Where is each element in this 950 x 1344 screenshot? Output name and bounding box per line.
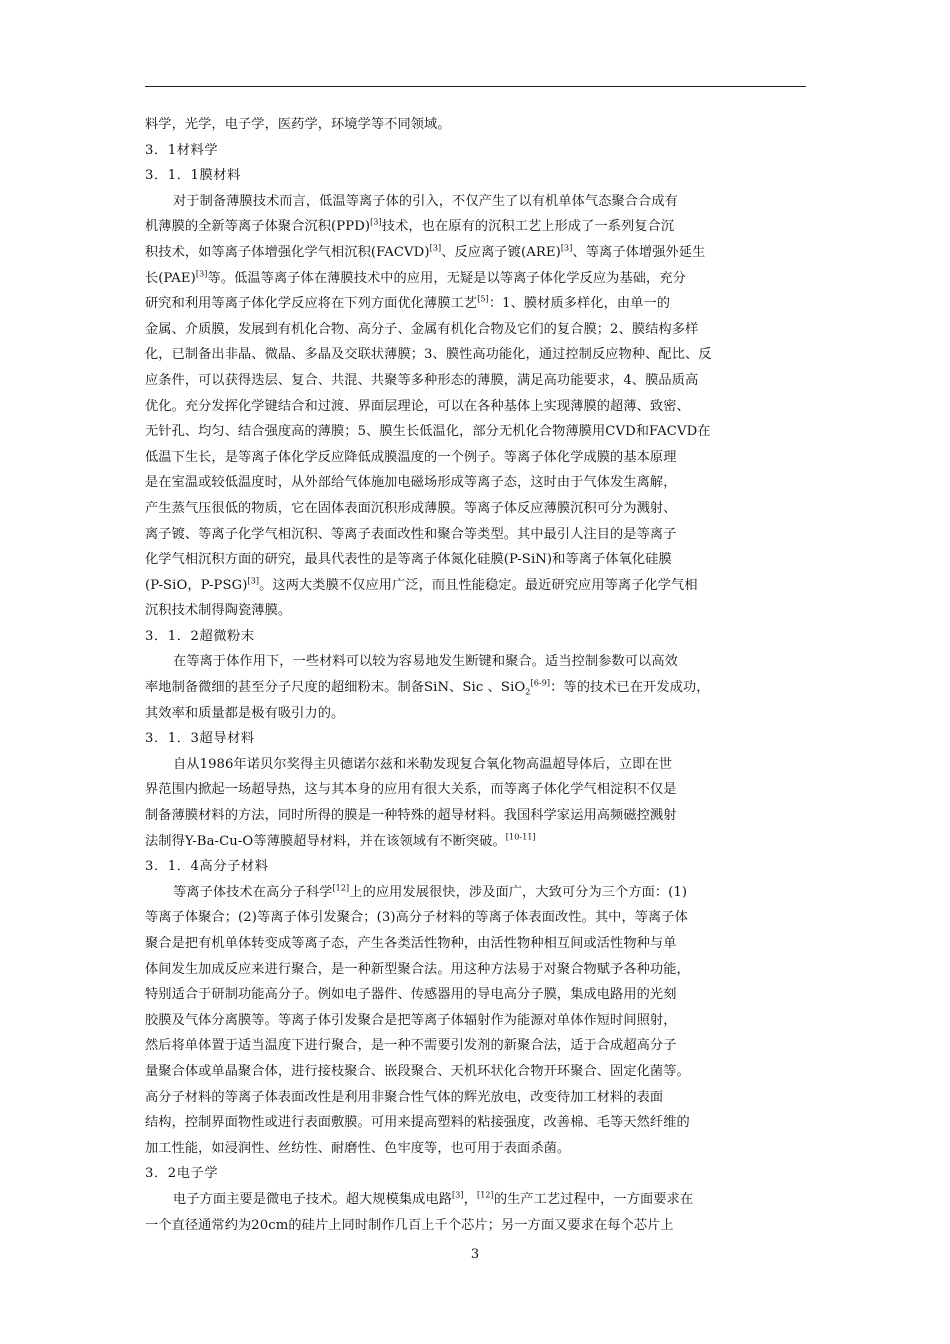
text-line: 在等离于体作用下，一些材料可以较为容易地发生断键和聚合。适当控制参数可以高效: [173, 654, 678, 670]
text-line: 电子方面主要是微电子技术。超大规模集成电路[3]，[12]的生产工艺过程中，一方面要求在: [173, 1190, 694, 1207]
text-line: 一个直径通常约为20cm的硅片上同时制作几百上千个芯片；另一方面又要求在每个芯片上: [145, 1217, 674, 1233]
subsection-heading: 3．1．1膜材料: [145, 168, 241, 184]
text-line: 率地制备微细的甚至分子尺度的超细粉末。制备SiN、Sic 、SiO$_2$[6-9]：等的技术已在开发成功，: [145, 678, 710, 697]
subsection-heading: 3．1．4高分子材料: [145, 859, 269, 875]
text-line: 金属、介质膜，发展到有机化合物、高分子、金属有机化合物及它们的复合膜；2、膜结构多样: [145, 321, 699, 337]
text-line: 体间发生加成反应来进行聚合，是一种新型聚合法。用这种方法易于对聚合物赋予各种功能，: [145, 961, 690, 977]
text-line: 聚合是把有机单体转变成等离子态，产生各类活性物种，由活性物种相互间或活性物种与单: [145, 936, 677, 951]
text-line: 无针孔、均匀、结合强度高的薄膜；5、膜生长低温化，部分无机化合物薄膜用CVD和FACVD在: [145, 424, 711, 440]
text-line: 加工性能，如浸润性、丝纺性、耐磨性、色牢度等，也可用于表面杀菌。: [145, 1140, 571, 1156]
header-rule: [145, 86, 806, 87]
text-line: 特别适合于研制功能高分子。例如电子器件、传感器用的导电高分子膜，集成电路用的光刻: [145, 987, 677, 1003]
text-line: 积技术，如等离子体增强化学气相沉积(FACVD)[3]、反应离子镀(ARE)[3]、等离子体增强外延生: [145, 243, 706, 260]
text-line: 胶膜及气体分离膜等。等离子体引发聚合是把等离子体辐射作为能源对单体作短时间照射，: [145, 1012, 677, 1028]
text-line: 料学，光学，电子学，医药学，环境学等不同领域。: [145, 117, 451, 132]
text-line: 制备薄膜材料的方法，同时所得的膜是一种特殊的超导材料。我国科学家运用高频磁控溅射: [145, 808, 677, 824]
text-line: 等离子体聚合；(2)等离子体引发聚合；(3)高分子材料的等离子体表面改性。其中，等离子体: [145, 910, 688, 926]
text-line: 量聚合体或单晶聚合体，进行接枝聚合、嵌段聚合、天机环状化合物开环聚合、固定化菌等。: [145, 1063, 690, 1079]
text-line: 化，已制备出非晶、微晶、多晶及交联状薄膜；3、膜性高功能化，通过控制反应物种、配比、反: [145, 347, 712, 363]
text-line: 机薄膜的全新等离子体聚合沉积(PPD)[3]技术，也在原有的沉积工艺上形成了一系列复合沉: [145, 217, 675, 235]
text-line: 其效率和质量都是极有吸引力的。: [145, 705, 345, 721]
text-line: 沉积技术制得陶瓷薄膜。: [145, 603, 292, 619]
text-line: 优化。充分发挥化学键结合和过渡、界面层理论，可以在各种基体上实现薄膜的超薄、致密、: [145, 398, 690, 414]
text-line: 化学气相沉积方面的研究，最具代表性的是等离子体氮化硅膜(P-SiN)和等离子体氧化硅膜: [145, 552, 672, 568]
text-line: 等离子体技术在高分子科学[12]上的应用发展很快，涉及面广，大致可分为三个方面：(1): [173, 883, 688, 900]
text-line: 长(PAE)[3]等。低温等离子体在薄膜技术中的应用，无疑是以等离子体化学反应为基础，充分: [145, 269, 686, 286]
body-text: [145, 112, 807, 1238]
text-line: 对于制备薄膜技术而言，低温等离子体的引入，不仅产生了以有机单体气态聚合合成有: [173, 193, 678, 209]
text-line: 应条件，可以获得迭层、复合、共混、共聚等多种形态的薄膜，满足高功能要求，4、膜品质高: [145, 372, 699, 388]
page-number: 3: [470, 1247, 480, 1262]
section-heading: 3．1材料学: [145, 142, 219, 158]
text-line: 研究和利用等离子体化学反应将在下列方面优化薄膜工艺[5]：1、膜材质多样化，由单一的: [145, 294, 671, 312]
text-line: 产生蒸气压很低的物质，它在固体表面沉积形成薄膜。等离子体反应薄膜沉积可分为溅射、: [145, 500, 677, 516]
text-line: 低温下生长，是等离子体化学反应降低成膜温度的一个例子。等离子体化学成膜的基本原理: [145, 449, 677, 465]
text-line: 是在室温或较低温度时，从外部给气体施加电磁场形成等离子态，这时由于气体发生离解，: [145, 475, 677, 491]
text-line: 离子镀、等离子化学气相沉积、等离子表面改性和聚合等类型。其中最引人注目的是等离子: [145, 526, 677, 542]
section-heading: 3．2电子学: [145, 1166, 219, 1182]
subsection-heading: 3．1．3超导材料: [145, 731, 255, 747]
text-line: 高分子材料的等离子体表面改性是利用非聚合性气体的辉光放电，改变待加工材料的表面: [145, 1089, 664, 1105]
subsection-heading: 3．1．2超微粉末: [145, 628, 255, 644]
text-line: 然后将单体置于适当温度下进行聚合，是一种不需要引发剂的新聚合法，适于合成超高分子: [145, 1038, 677, 1054]
text-line: (P-SiO，P-PSG)[3]。这两大类膜不仅应用广泛，而且性能稳定。最近研究应用等离子化学气相: [145, 576, 698, 593]
text-line: 自从1986年诺贝尔奖得主贝德诺尔兹和米勒发现复合氧化物高温超导体后，立即在世: [173, 756, 673, 772]
text-line: 界范围内掀起一场超导热，这与其本身的应用有很大关系，而等离子体化学气相淀积不仅是: [145, 782, 677, 798]
text-line: 法制得Y-Ba-Cu-O等薄膜超导材料，并在该领域有不断突破。[10-11]: [145, 832, 536, 849]
text-line: 结构，控制界面物性或进行表面敷膜。可用来提高塑料的粘接强度，改善棉、毛等天然纤维的: [145, 1115, 690, 1131]
